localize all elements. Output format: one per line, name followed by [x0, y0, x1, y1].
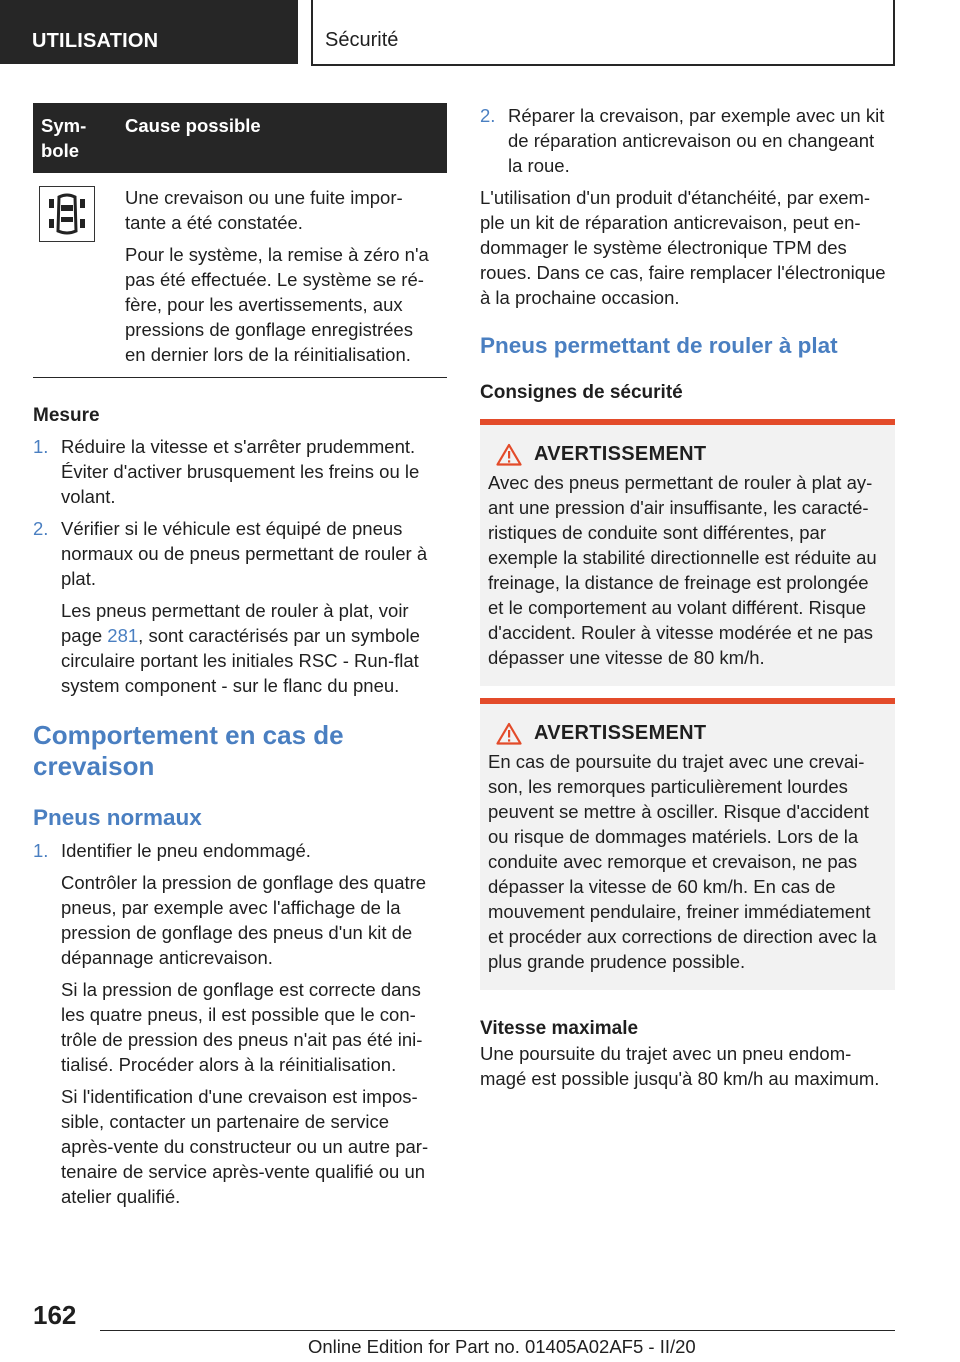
list-item: 2. Réparer la crevaison, par exemple avec un kit de réparation anticrevaison ou en changeant la roue.	[480, 105, 885, 176]
list-item: 2. Vérifier si le véhicule est équipé de pneus normaux ou de pneus permettant de rouler à plat. Les pneus permettant de rouler à plat, voir page 281, sont caractérisés par un symbole circulaire portant les initiales RSC - Run-flat system component - sur le flanc du pneu.	[33, 518, 428, 696]
tire-pressure-car-icon	[39, 186, 95, 242]
warning-title: AVERTISSEMENT	[534, 443, 707, 465]
vitesse-max-text: Une poursuite du trajet avec un pneu endom- magé est possible jusqu'à 80 km/h au maximum.	[480, 1043, 880, 1089]
footer-divider	[100, 1330, 895, 1331]
warning-text: Avec des pneus permettant de rouler à plat ay- ant une pression d'air insuffisante, les caracté- ristiques de conduite sont différentes, par exemple la stabilité directionnelle est réduite au freinage, la distance de freinage est prolongée et le comportement au volant différent. Risque d'accident. Rouler à vitesse modérée et ne pas dépasser une vitesse de 80 km/h.	[488, 472, 877, 668]
warning-triangle-icon	[496, 722, 522, 745]
tpm-paragraph: L'utilisation d'un produit d'étanchéité, par exem- ple un kit de réparation anticrevaison, peut en- dommager le système électronique TPM des roues. Dans ce cas, faire remplacer l'électronique à la prochaine occasion.	[480, 187, 886, 308]
section-title: UTILISATION	[32, 30, 159, 52]
page-number: 162	[33, 1300, 77, 1330]
table-header-cause: Cause possible	[117, 103, 447, 173]
repair-steps	[480, 103, 895, 178]
comportement-steps	[33, 838, 447, 1209]
warning-box	[480, 698, 895, 990]
chapter-tab	[311, 0, 895, 66]
warning-title: AVERTISSEMENT	[534, 722, 707, 744]
list-item: 1. Réduire la vitesse et s'arrêter prudemment. Éviter d'activer brusquement les freins ou le volant.	[33, 436, 420, 507]
comportement-heading: Comportement en cas de crevaison	[33, 720, 344, 781]
vitesse-max-heading: Vitesse maximale	[480, 1018, 639, 1039]
cause-text-1: Une crevaison ou une fuite impor- tante a été constatée.	[125, 187, 403, 233]
list-item: 1. Identifier le pneu endommagé. Contrôler la pression de gonflage des quatre pneus, par exemple avec l'affichage de la pression de gonflage des pneus d'un kit de dépannage anticrevaison. Si la pression de gonflage est correcte dans les quatre pneus, il est possible que le con- trôle de pression des pneus n'ait pas été ini- tialisé. Procéder alors à la réinitialisation. Si l'identification d'une crevaison est impos- sible, contacter un partenaire de service après-vente du constructeur ou un autre par- tenaire de service après-vente qualifié ou un atelier qualifié.	[33, 840, 429, 1207]
right-column	[480, 103, 895, 1091]
table-header-symbol: Sym- bole	[33, 103, 117, 173]
pneus-normaux-heading: Pneus normaux	[33, 805, 202, 830]
warning-triangle-icon	[496, 443, 522, 466]
left-column	[33, 103, 447, 1209]
mesure-heading: Mesure	[33, 405, 100, 426]
chapter-title: Sécurité	[325, 29, 399, 51]
consignes-heading: Consignes de sécurité	[480, 382, 683, 403]
page-link[interactable]: 281	[107, 625, 139, 646]
warning-text: En cas de poursuite du trajet avec une crevai- son, les remorques particulièrement lourdes peuvent se mettre à osciller. Risque d'accident ou risque de dommages matériels. Lors de la conduite avec remorque et crevaison, ne pas dépasser la vitesse de 60 km/h. En cas de mouvement pendulaire, freiner immédiatement et procéder aux corrections de direction avec la plus grande prudence possible.	[488, 751, 877, 972]
section-tab	[0, 0, 298, 64]
symbol-table	[33, 103, 447, 378]
cause-text-2: Pour le système, la remise à zéro n'a pas été effectuée. Le système se ré- fère, pour les avertissements, aux pressions de gonflage enregistrées en dernier lors de la réinitialisation.	[125, 244, 429, 365]
edition-note: Online Edition for Part no. 01405A02AF5 - II/20	[308, 1336, 696, 1357]
table-row	[33, 173, 447, 378]
run-flat-heading: Pneus permettant de rouler à plat	[480, 333, 838, 358]
warning-box	[480, 419, 895, 686]
mesure-steps	[33, 434, 447, 698]
